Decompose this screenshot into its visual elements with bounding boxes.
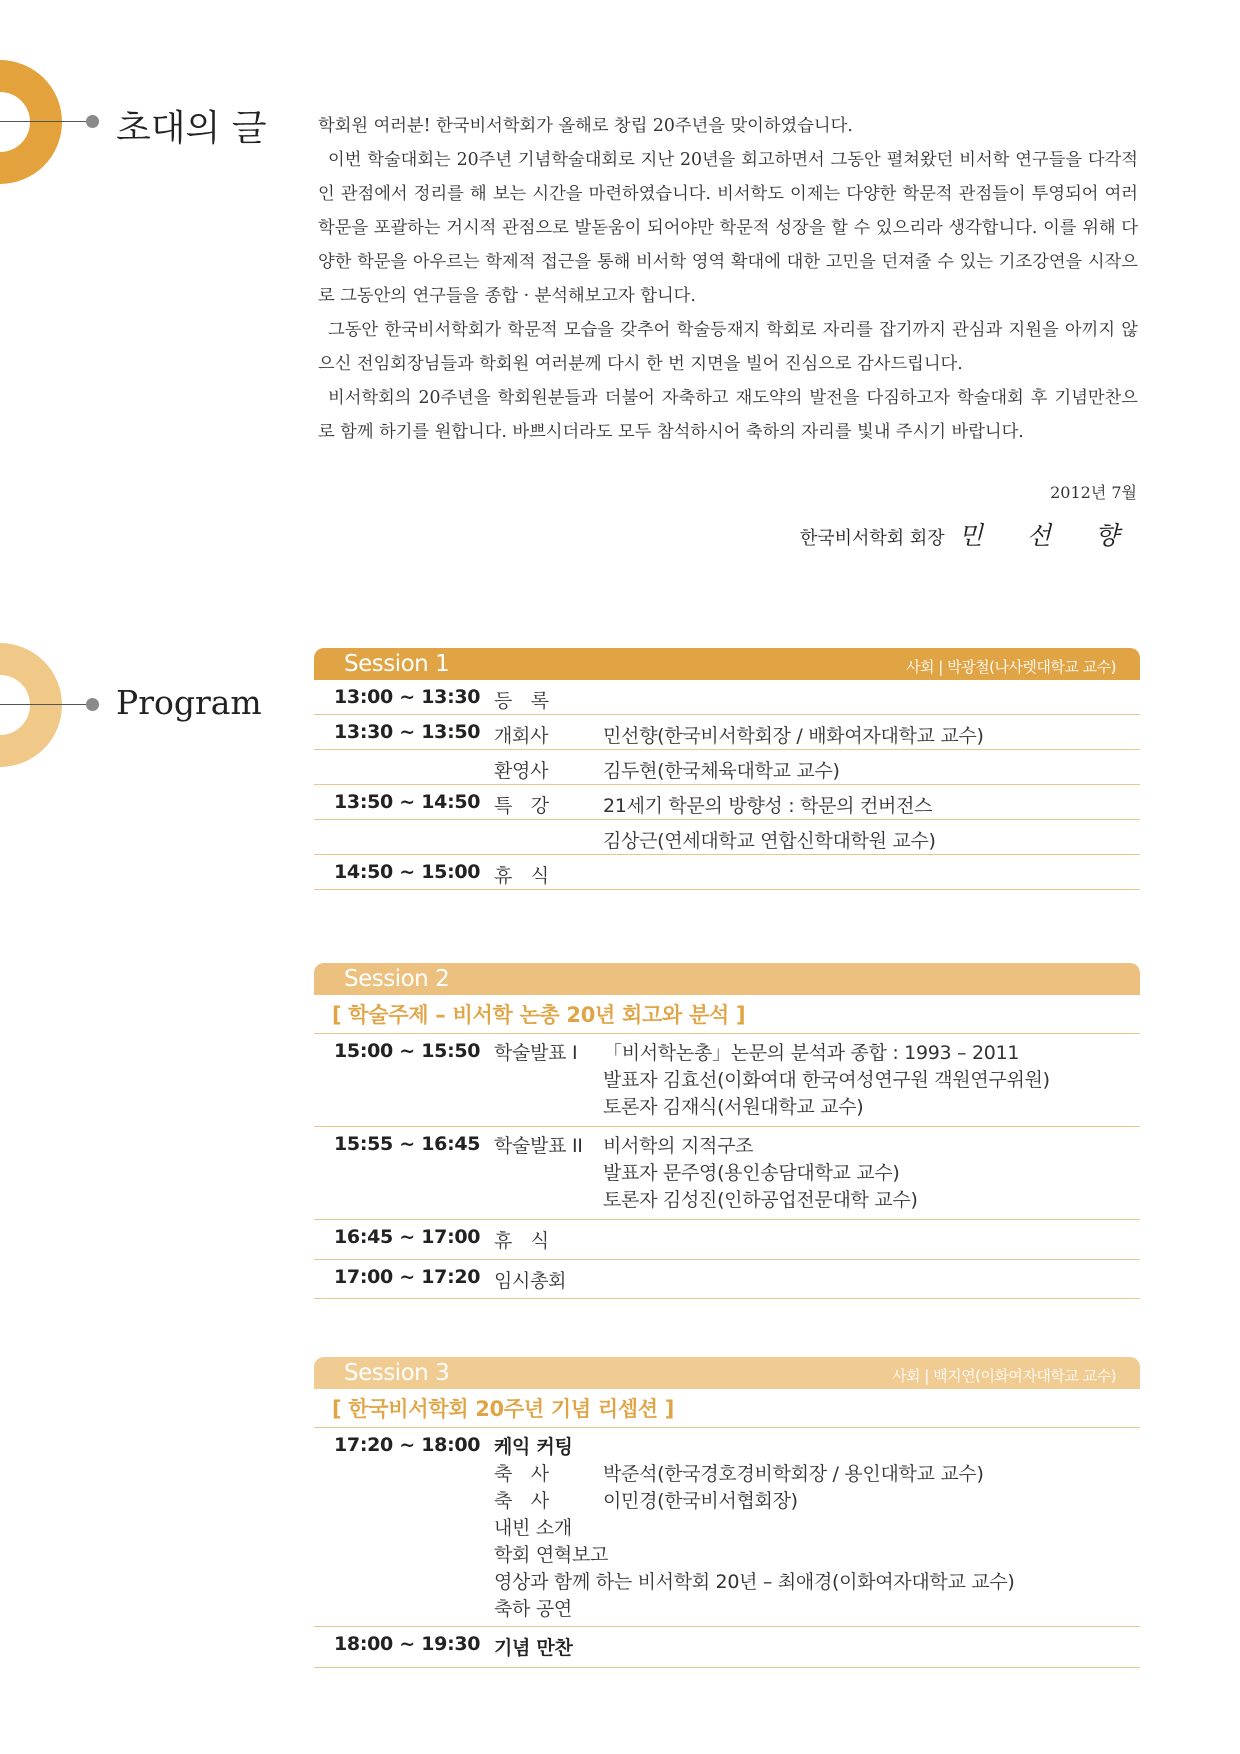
session-chair: 사회 | 백지연(이화여자대학교 교수) — [892, 1367, 1116, 1385]
bullet-dot-icon — [86, 115, 99, 128]
row-lines — [494, 1133, 918, 1214]
row-line — [494, 1596, 1014, 1623]
schedule-row — [314, 855, 1140, 890]
row-time: 16:45 ~ 17:00 — [334, 1226, 481, 1248]
row-detail: 김두현(한국체육대학교 교수) — [603, 760, 840, 782]
letter-paragraph: 그동안 한국비서학회가 학문적 모습을 갖추어 학술등재지 학회로 자리를 잡기까지 관심과 지원을 아끼지 않으신 전임회장님들과 학회원 여러분께 다시 한 번 지면을 빌어 진심으로 감사드립니다. — [318, 320, 1138, 374]
row-time: 18:00 ~ 19:30 — [334, 1633, 481, 1655]
schedule-row — [314, 1428, 1140, 1627]
row-line — [494, 1542, 1014, 1569]
session-2 — [314, 963, 1140, 1299]
decorative-circle-icon — [0, 60, 62, 184]
row-time: 15:00 ~ 15:50 — [334, 1040, 481, 1062]
row-detail: 토론자 김성진(인하공업전문대학 교수) — [603, 1189, 918, 1211]
row-item: 학술발표 II — [494, 1135, 583, 1157]
row-detail: 박준석(한국경호경비학회장 / 용인대학교 교수) — [603, 1463, 984, 1485]
row-item: 임시총회 — [494, 1270, 567, 1292]
session-title: Session 3 — [344, 1360, 450, 1386]
row-line — [494, 1094, 864, 1121]
row-lines — [494, 1040, 1050, 1121]
row-time: 13:30 ~ 13:50 — [334, 721, 481, 743]
row-item: 휴 식 — [494, 1230, 549, 1252]
signer-name: 민 선 향 — [958, 521, 1137, 550]
row-item: 휴 식 — [494, 865, 549, 887]
row-detail: 비서학의 지적구조 — [603, 1135, 754, 1157]
schedule-row — [314, 1260, 1140, 1299]
row-item: 기념 만찬 — [494, 1637, 573, 1659]
heading-rule — [0, 121, 92, 122]
session-header-bar — [314, 1357, 1140, 1389]
row-item: 등 록 — [494, 690, 549, 712]
row-line — [494, 1515, 1014, 1542]
row-detail: 민선향(한국비서학회장 / 배화여자대학교 교수) — [603, 725, 984, 747]
heading-rule — [0, 704, 92, 705]
schedule-row — [314, 1127, 1140, 1220]
row-item: 케익 커팅 — [494, 1436, 573, 1458]
row-time: 13:00 ~ 13:30 — [334, 686, 481, 708]
letter-date: 2012년 7월 — [1050, 483, 1137, 502]
schedule-row — [314, 1627, 1140, 1668]
program-heading — [0, 643, 300, 773]
invitation-heading — [0, 60, 300, 190]
letter-signature — [800, 516, 1137, 552]
session-chair: 사회 | 박광철(나사렛대학교 교수) — [906, 658, 1116, 676]
row-item: 내빈 소개 — [494, 1517, 572, 1539]
bullet-dot-icon — [86, 698, 99, 711]
decorative-circle-icon — [0, 643, 62, 767]
row-item: 개회사 — [494, 725, 549, 747]
schedule-row — [314, 1034, 1140, 1127]
row-item: 영상과 함께 하는 비서학회 20년 – 최애경(이화여자대학교 교수) — [494, 1571, 1015, 1593]
schedule-row — [314, 1220, 1140, 1260]
row-time: 17:20 ~ 18:00 — [334, 1434, 481, 1456]
row-line — [494, 1488, 1014, 1515]
row-time: 14:50 ~ 15:00 — [334, 861, 481, 883]
row-item: 학술발표 I — [494, 1042, 578, 1064]
signer-title: 한국비서학회 회장 — [799, 528, 945, 549]
session-theme: [ 학술주제 – 비서학 논총 20년 회고와 분석 ] — [314, 995, 1140, 1034]
row-time: 15:55 ~ 16:45 — [334, 1133, 481, 1155]
row-item: 축하 공연 — [494, 1598, 572, 1620]
row-time: 13:50 ~ 14:50 — [334, 791, 481, 813]
invitation-letter — [318, 109, 1138, 449]
schedule-row — [314, 680, 1140, 715]
row-item: 환영사 — [494, 760, 549, 782]
row-line — [494, 1187, 918, 1214]
row-line — [494, 1160, 900, 1187]
row-line — [494, 1040, 1020, 1067]
row-line — [494, 1067, 1050, 1094]
row-detail: 이민경(한국비서협회장) — [603, 1490, 798, 1512]
letter-paragraph: 이번 학술대회는 20주년 기념학술대회로 지난 20년을 회고하면서 그동안 펼쳐왔던 비서학 연구들을 다각적인 관점에서 정리를 해 보는 시간을 마련하였습니다. 비서학도 이제는 다양한 학문적 관점들이 투영되어 여러 학문을 포괄하는 거시적 관점으로 발돋움이 되어야만 학문적 성장을 할 수 있으리라 생각합니다. 이를 위해 다양한 학문을 아우르는 학제적 접근을 통해 비서학 영역 확대에 대한 고민을 던져줄 수 있는 기조강연을 시작으로 그동안의 연구들을 종합 · 분석해보고자 합니다. — [318, 150, 1138, 306]
letter-paragraph: 학회원 여러분! 한국비서학회가 올해로 창립 20주년을 맞이하였습니다. — [318, 116, 853, 136]
row-detail: 21세기 학문의 방향성 : 학문의 컨버전스 — [603, 795, 933, 817]
session-title: Session 2 — [344, 966, 450, 992]
session-theme: [ 한국비서학회 20주년 기념 리셉션 ] — [314, 1389, 1140, 1428]
row-detail: 발표자 문주영(용인송담대학교 교수) — [603, 1162, 900, 1184]
row-item: 학회 연혁보고 — [494, 1544, 609, 1566]
session-header-bar — [314, 648, 1140, 680]
schedule-row — [314, 820, 1140, 855]
schedule-row — [314, 785, 1140, 820]
row-item: 축 사 — [494, 1490, 549, 1512]
row-item: 특 강 — [494, 795, 549, 817]
row-line — [494, 1133, 754, 1160]
session-title: Session 1 — [344, 651, 450, 677]
invitation-title: 초대의 글 — [116, 108, 267, 149]
session-header-bar — [314, 963, 1140, 995]
row-line — [494, 1434, 1014, 1461]
letter-paragraph: 비서학회의 20주년을 학회원분들과 더불어 자축하고 재도약의 발전을 다짐하고자 학술대회 후 기념만찬으로 함께 하기를 원합니다. 바쁘시더라도 모두 참석하시어 축하의 자리를 빛내 주시기 바랍니다. — [318, 388, 1138, 442]
row-lines — [494, 1434, 1014, 1623]
row-detail: 토론자 김재식(서원대학교 교수) — [603, 1096, 864, 1118]
row-line — [494, 1569, 1014, 1596]
row-item: 축 사 — [494, 1463, 549, 1485]
row-detail: 김상근(연세대학교 연합신학대학원 교수) — [603, 830, 936, 852]
schedule-row — [314, 750, 1140, 785]
row-detail: 발표자 김효선(이화여대 한국여성연구원 객원연구위원) — [603, 1069, 1050, 1091]
schedule-row — [314, 715, 1140, 750]
program-title: Program — [116, 683, 262, 722]
row-time: 17:00 ~ 17:20 — [334, 1266, 481, 1288]
row-line — [494, 1461, 1014, 1488]
session-1 — [314, 648, 1140, 890]
session-3 — [314, 1357, 1140, 1668]
row-detail: 「비서학논총」논문의 분석과 종합 : 1993 – 2011 — [603, 1042, 1020, 1064]
